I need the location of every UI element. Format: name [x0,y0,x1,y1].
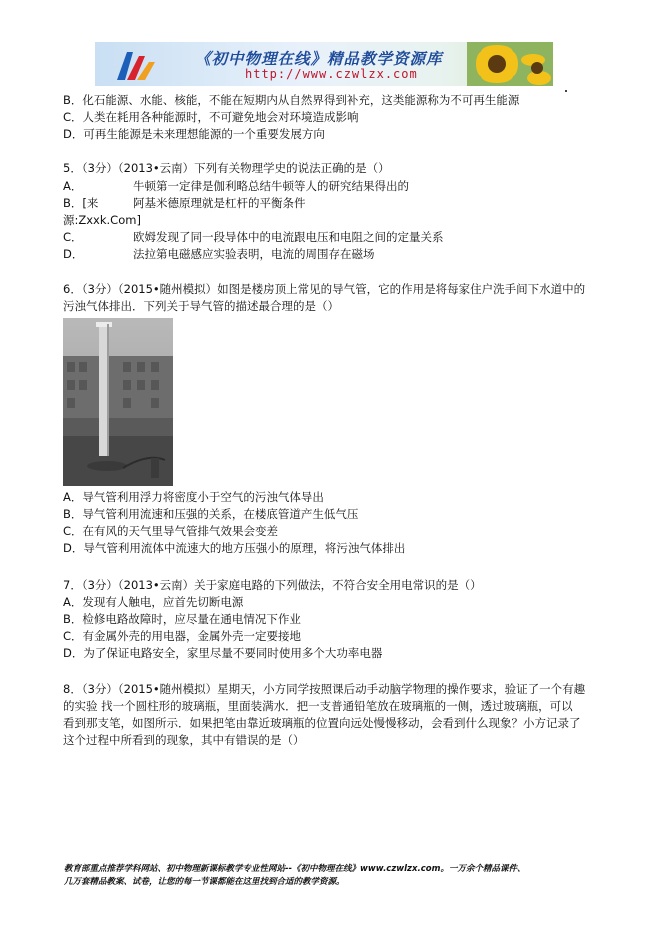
option-label: C． [63,230,83,244]
option-text: 检修电路故障时，应尽量在通电情况下作业 [82,612,301,626]
q6-option-c[interactable] [63,524,278,539]
site-banner [95,42,553,86]
option-text: 化石能源、水能、核能，不能在短期内从自然界得到补充，这类能源称为不可再生能源 [82,93,520,107]
site-logo-icon [113,46,157,82]
q7-option-b[interactable] [63,612,301,627]
rooftop-vent-pipe-photo [63,318,173,486]
q5-option-a-text: 牛顿第一定律是伽利略总结牛顿等人的研究结果得出的 [133,179,409,193]
q6-option-a[interactable] [63,490,324,505]
q5-option-c-text: 欧姆发现了同一段导体中的电流跟电压和电阻之间的定量关系 [133,230,444,244]
q7-option-a[interactable] [63,595,243,610]
option-text: 导气管利用流体中流速大的地方压强小的原理，将污浊气体排出 [83,541,406,555]
q5-option-d-text: 法拉第电磁感应实验表明，电流的周围存在磁场 [133,247,375,261]
option-label: A． [63,490,83,504]
option-text: 为了保证电路安全，家里尽量不要同时使用多个大功率电器 [83,646,383,660]
option-label: D． [63,646,84,660]
option-label: B． [63,93,83,107]
option-label: D． [63,247,84,261]
watermark-text: 源:Zxxk.Com] [63,213,141,227]
q7-option-c[interactable] [63,629,301,644]
q7-option-d[interactable] [63,646,382,661]
q4-option-d[interactable] [63,127,325,142]
q8-stem-line3: 看到那支笔，如图所示．如果把笔由靠近玻璃瓶的位置向远处慢慢移动，会看到什么现象？小方记录了 [63,716,581,730]
q4-option-b[interactable] [63,93,519,108]
footer-line2: 几万套精品教案、试卷，让您的每一节课都能在这里找到合适的教学资源。 [64,877,345,887]
option-label: C． [63,110,83,124]
q7-stem: 7．（3分）（2013•云南）关于家庭电路的下列做法，不符合安全用电常识的是（） [63,578,482,592]
option-text: 导气管利用浮力将密度小于空气的污浊气体导出 [82,490,324,504]
q8-stem-line4: 这个过程中所看到的现象，其中有错误的是（） [63,733,305,747]
q8-stem-line1: 8．（3分）（2015•随州模拟）星期天，小方同学按照课后动手动脑学物理的操作要求，验证了一个有趣 [63,682,586,696]
q8-stem-line2: 的实验 找一个圆柱形的玻璃瓶，里面装满水．把一支普通铅笔放在玻璃瓶的一侧，透过玻璃瓶，可以 [63,699,573,713]
q5-option-d[interactable] [63,247,83,262]
option-label: D． [63,541,84,555]
banner-url[interactable]: http://www.czwlzx.com [245,67,418,81]
option-text: 导气管利用流速和压强的关系，在楼底管道产生低气压 [82,507,359,521]
option-text: 发现有人触电，应首先切断电源 [82,595,244,609]
option-text: 有金属外壳的用电器，金属外壳一定要接地 [82,629,302,643]
q6-option-d[interactable] [63,541,405,556]
footer-line1: 教育部重点推荐学科网站、初中物理新课标教学专业性网站--《初中物理在线》www.czwlzx.com。一万余个精品课件、 [64,864,526,874]
banner-title: 《初中物理在线》精品教学资源库 [195,49,443,68]
q6-option-b[interactable] [63,507,358,522]
option-label: B． [63,507,83,521]
q5-option-b[interactable] [63,196,98,211]
q5-option-c[interactable] [63,230,83,245]
q6-stem-line1: 6．（3分）（2015•随州模拟）如图是楼房顶上常见的导气管，它的作用是将每家住户洗手间下水道中的 [63,282,586,296]
option-label: C． [63,524,83,538]
option-label: A． [63,595,83,609]
q5-option-b-text: 阿基米德原理就是杠杆的平衡条件 [133,196,306,210]
q4-option-c[interactable] [63,110,359,125]
option-label: B． [63,612,83,626]
stray-mark [565,90,567,92]
option-label: A． [63,179,83,193]
option-label: B．[来 [63,196,99,210]
option-text: 在有风的天气里导气管排气效果会变差 [82,524,279,538]
option-label: C． [63,629,83,643]
option-text: 可再生能源是未来理想能源的一个重要发展方向 [83,127,325,141]
option-label: D． [63,127,84,141]
q6-stem-line2: 污浊气体排出．下列关于导气管的描述最合理的是（） [63,299,339,313]
q5-stem: 5．（3分）（2013•云南）下列有关物理学史的说法正确的是（） [63,161,390,175]
q5-option-a[interactable] [63,179,82,194]
option-text: 人类在耗用各种能源时，不可避免地会对环境造成影响 [82,110,359,124]
sunflower-icon [467,42,553,86]
